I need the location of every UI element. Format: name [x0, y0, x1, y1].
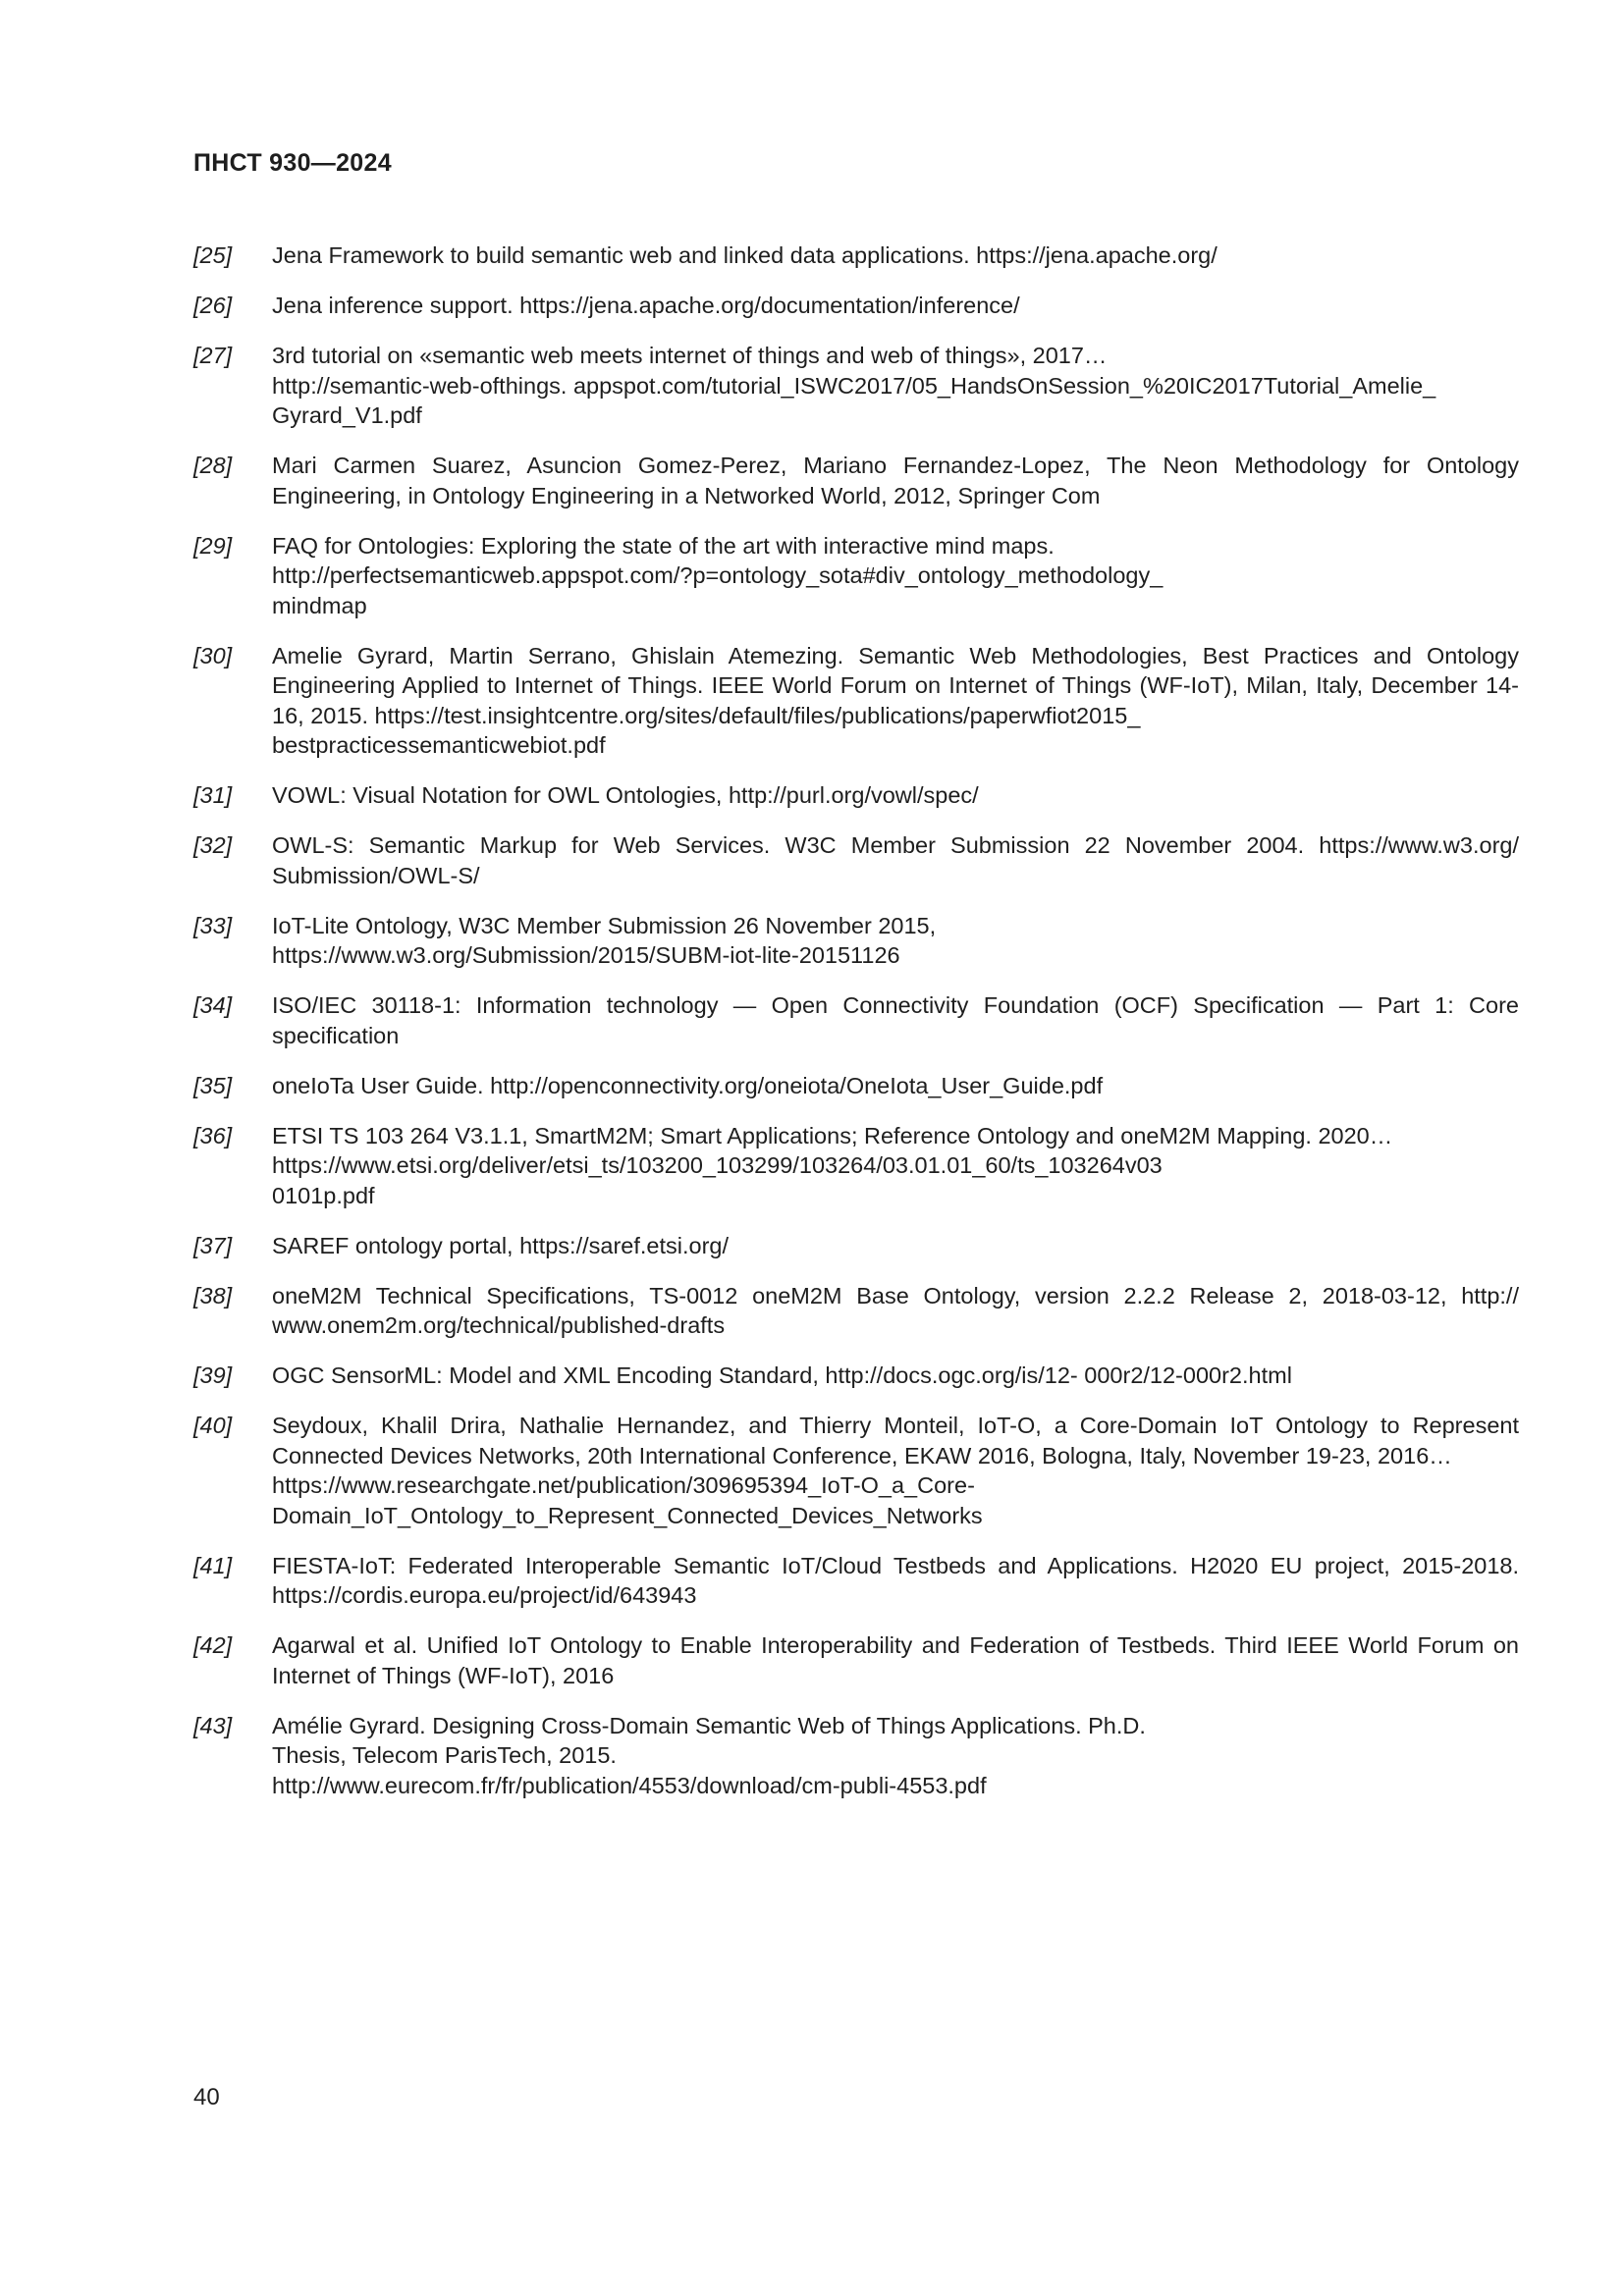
reference-number: [40]: [193, 1413, 233, 1438]
reference-entry: [193, 1281, 1519, 1341]
reference-number: [39]: [193, 1362, 233, 1388]
reference-number: [38]: [193, 1282, 233, 1308]
reference-text-line: Domain_IoT_Ontology_to_Represent_Connected_Devices_Networks: [272, 1502, 983, 1528]
reference-text-line: Mari Carmen Suarez, Asuncion Gomez-Perez, Mariano Fernandez-Lopez, The Neon Methodology for Ontology Engineering, in Ontology Engineering in a Networked World, 2012, Springer Com: [272, 453, 1519, 508]
reference-text-line: FIESTA-IoT: Federated Interoperable Semantic IoT/Cloud Testbeds and Applications. H2020 EU project, 2015-2018. https://cordis.europa.eu/project/id/643943: [272, 1552, 1519, 1608]
reference-text: [272, 531, 1519, 621]
reference-text: [272, 1231, 1519, 1261]
reference-text-line: Agarwal et al. Unified IoT Ontology to Enable Interoperability and Federation of Testbeds. Third IEEE World Forum on Internet of Things (WF-IoT), 2016: [272, 1632, 1519, 1688]
reference-entry: [193, 911, 1519, 971]
reference-text-line: oneIoTa User Guide. http://openconnectivity.org/oneiota/OneIota_User_Guide.pdf: [272, 1072, 1104, 1098]
reference-entry: [193, 1121, 1519, 1211]
reference-text: [272, 1121, 1519, 1211]
reference-text-line: OWL-S: Semantic Markup for Web Services. W3C Member Submission 22 November 2004. https://www.w3.org/ Submission/OWL-S/: [272, 832, 1519, 888]
reference-number: [27]: [193, 343, 233, 368]
reference-text-line: Thesis, Telecom ParisTech, 2015.: [272, 1742, 617, 1768]
reference-text: [272, 1551, 1519, 1611]
reference-text: [272, 240, 1519, 271]
reference-number: [35]: [193, 1072, 233, 1098]
reference-number: [31]: [193, 782, 233, 808]
page-number: 40: [193, 2084, 220, 2110]
reference-entry: [193, 780, 1519, 811]
reference-text-line: IoT-Lite Ontology, W3C Member Submission 26 November 2015,: [272, 912, 937, 938]
reference-text: [272, 1630, 1519, 1690]
reference-text-line: 3rd tutorial on «semantic web meets internet of things and web of things», 2017…: [272, 343, 1108, 368]
reference-text: [272, 291, 1519, 321]
reference-text: [272, 780, 1519, 811]
reference-text: [272, 341, 1519, 431]
reference-text-line: mindmap: [272, 592, 367, 618]
reference-entry: [193, 240, 1519, 271]
reference-text: [272, 1711, 1519, 1801]
reference-text-line: http://perfectsemanticweb.appspot.com/?p=ontology_sota#div_ontology_methodology_: [272, 562, 1164, 588]
reference-text-line: https://www.etsi.org/deliver/etsi_ts/103200_103299/103264/03.01.01_60/ts_103264v03: [272, 1152, 1163, 1178]
reference-entry: [193, 1411, 1519, 1530]
reference-entry: [193, 1361, 1519, 1391]
reference-text-line: ETSI TS 103 264 V3.1.1, SmartM2M; Smart Applications; Reference Ontology and oneM2M Mapping. 2020…: [272, 1122, 1393, 1148]
reference-text: [272, 451, 1519, 510]
reference-entry: [193, 990, 1519, 1050]
reference-entry: [193, 1071, 1519, 1101]
reference-text-line: FAQ for Ontologies: Exploring the state of the art with interactive mind maps.: [272, 532, 1055, 559]
reference-text-line: OGC SensorML: Model and XML Encoding Standard, http://docs.ogc.org/is/12- 000r2/12-000r2.html: [272, 1362, 1292, 1388]
reference-text: [272, 911, 1519, 971]
reference-number: [25]: [193, 242, 233, 268]
document-code-header: ПНСТ 930—2024: [193, 149, 392, 177]
reference-entry: [193, 1231, 1519, 1261]
reference-number: [37]: [193, 1232, 233, 1258]
reference-text: [272, 1281, 1519, 1341]
reference-entry: [193, 451, 1519, 510]
reference-text-line: ISO/IEC 30118-1: Information technology — Open Connectivity Foundation (OCF) Specification — Part 1: Core specification: [272, 992, 1519, 1048]
reference-number: [33]: [193, 912, 233, 938]
reference-text: [272, 990, 1519, 1050]
reference-text-line: Jena inference support. https://jena.apache.org/documentation/inference/: [272, 293, 1020, 318]
reference-text-line: https://www.researchgate.net/publication/309695394_IoT-O_a_Core-: [272, 1472, 975, 1498]
reference-number: [42]: [193, 1632, 233, 1658]
reference-entry: [193, 531, 1519, 621]
reference-text-line: bestpracticessemanticwebiot.pdf: [272, 732, 606, 758]
reference-text: [272, 830, 1519, 890]
reference-number: [43]: [193, 1712, 233, 1738]
reference-entry: [193, 1711, 1519, 1801]
reference-entry: [193, 1551, 1519, 1611]
reference-text-line: Seydoux, Khalil Drira, Nathalie Hernandez, and Thierry Monteil, IoT-O, a Core-Domain IoT Ontology to Represent Connected Devices Networks, 20th International Conference, EKAW 2016, Bologna, Italy, November 19-23, 2016…: [272, 1413, 1519, 1468]
reference-entry: [193, 830, 1519, 890]
reference-number: [34]: [193, 992, 233, 1018]
reference-text: [272, 641, 1519, 761]
reference-text-line: Amelie Gyrard, Martin Serrano, Ghislain Atemezing. Semantic Web Methodologies, Best Practices and Ontology Engineering Applied to Internet of Things. IEEE World Forum on Internet of Things (WF-IoT), Milan, Italy, December 14-16, 2015. https://test.insightcentre.org/sites/default/files/publications/paperwfiot2015_: [272, 642, 1519, 728]
reference-text-line: oneM2M Technical Specifications, TS-0012 oneM2M Base Ontology, version 2.2.2 Release 2, 2018-03-12, http:// www.onem2m.org/technical/published-drafts: [272, 1282, 1519, 1338]
reference-number: [26]: [193, 293, 233, 318]
reference-number: [29]: [193, 532, 233, 559]
reference-number: [36]: [193, 1122, 233, 1148]
reference-text-line: Amélie Gyrard. Designing Cross-Domain Semantic Web of Things Applications. Ph.D.: [272, 1712, 1146, 1738]
reference-text-line: Gyrard_V1.pdf: [272, 402, 422, 428]
reference-text: [272, 1361, 1519, 1391]
reference-text-line: 0101p.pdf: [272, 1182, 375, 1208]
reference-number: [28]: [193, 453, 233, 478]
reference-text-line: VOWL: Visual Notation for OWL Ontologies, http://purl.org/vowl/spec/: [272, 782, 979, 808]
reference-entry: [193, 1630, 1519, 1690]
reference-entry: [193, 341, 1519, 431]
reference-entry: [193, 641, 1519, 761]
reference-text-line: http://www.eurecom.fr/fr/publication/4553/download/cm-publi-4553.pdf: [272, 1772, 987, 1798]
reference-text: [272, 1411, 1519, 1530]
reference-text-line: SAREF ontology portal, https://saref.etsi.org/: [272, 1232, 729, 1258]
bibliography-list: [193, 240, 1519, 1821]
reference-entry: [193, 291, 1519, 321]
reference-number: [41]: [193, 1552, 233, 1578]
reference-text-line: Jena Framework to build semantic web and linked data applications. https://jena.apache.org/: [272, 242, 1218, 268]
reference-number: [30]: [193, 642, 233, 668]
reference-text-line: https://www.w3.org/Submission/2015/SUBM-iot-lite-20151126: [272, 942, 900, 968]
reference-text-line: http://semantic-web-ofthings. appspot.com/tutorial_ISWC2017/05_HandsOnSession_%20IC2017Tutorial_Amelie_: [272, 372, 1436, 399]
reference-number: [32]: [193, 832, 233, 858]
reference-text: [272, 1071, 1519, 1101]
